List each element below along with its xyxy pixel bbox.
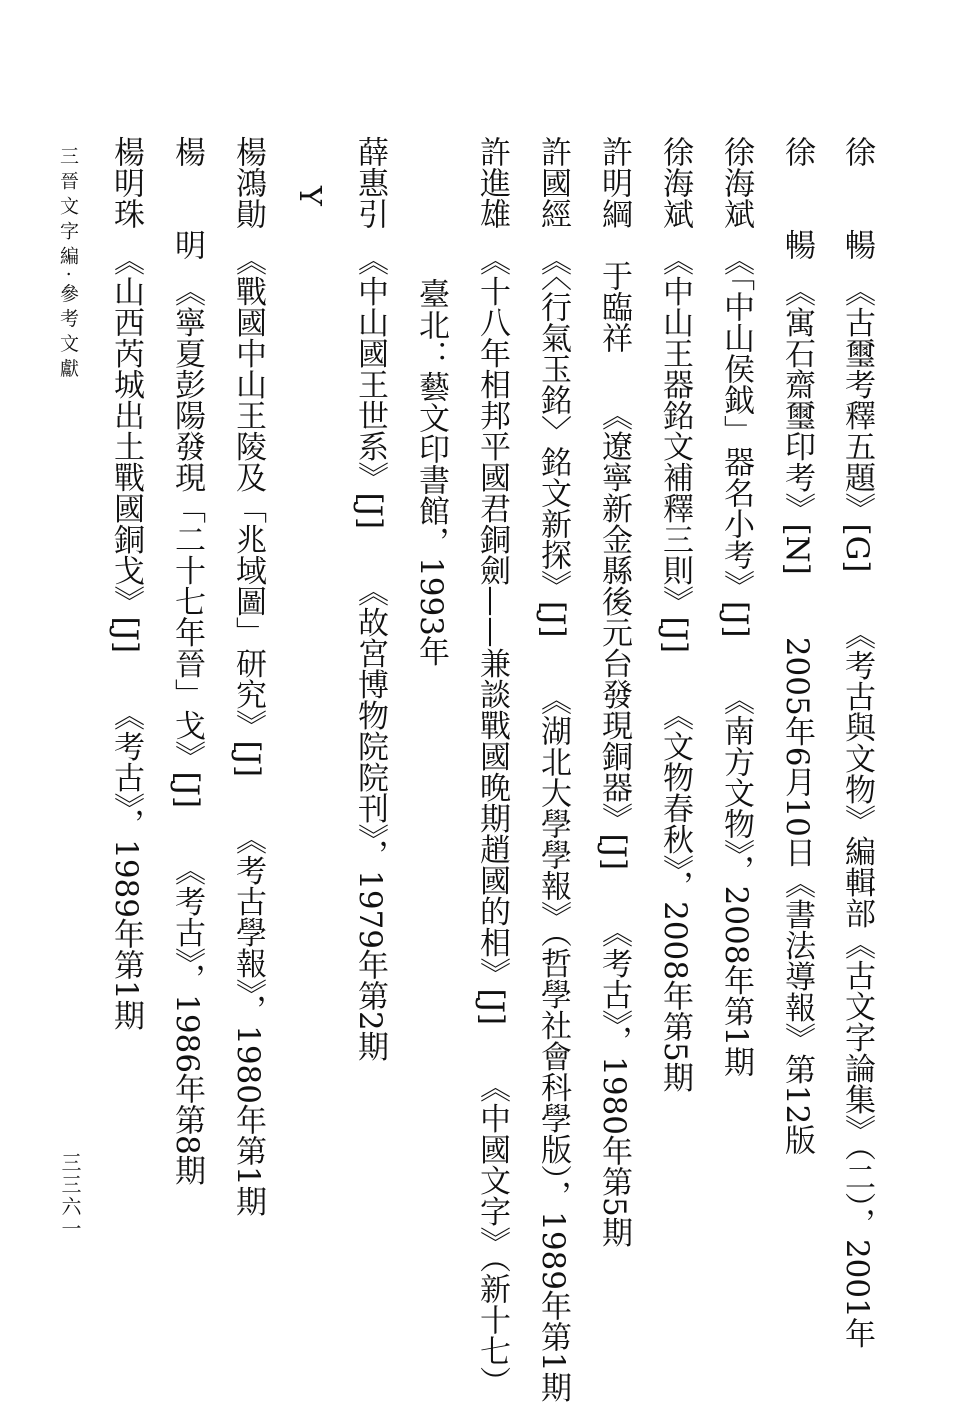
reference-entry — [230, 136, 266, 1217]
entry-author: 許國經 — [535, 136, 571, 229]
reference-entry — [657, 136, 693, 1093]
entry-author: 許進雄 — [474, 136, 510, 229]
reference-entry — [839, 136, 875, 1349]
entry-text: 《「中山侯鉞」器名小考》[J] 《南方文物》，2008年第1期 — [718, 260, 754, 1078]
entry-text: 《十八年相邦平國君銅劍——兼談戰國晚期趙國的相》[J] 《中國文字》（新十七） — [474, 260, 510, 1398]
entry-text: 《寓石齋璽印考》[N] 2005年6月10日《書法導報》第12版 — [779, 291, 815, 1156]
running-head: 三晉文字編·參考文獻 — [57, 146, 79, 384]
entry-author: 楊明珠 — [108, 136, 144, 229]
entry-author: 徐海斌 — [718, 136, 754, 229]
entry-author: 楊 明 — [169, 136, 205, 260]
reference-entry — [596, 136, 632, 1248]
entry-text: 《戰國中山王陵及「兆域圖」研究》[J] 《考古學報》，1980年第1期 — [230, 260, 266, 1217]
entry-text: 臺北：藝文印書館，1993年 — [413, 278, 449, 667]
reference-entry — [535, 136, 571, 1403]
entry-text: 《山西芮城出土戰國銅戈》[J] 《考古》，1989年第1期 — [108, 260, 144, 1031]
reference-entry — [169, 136, 205, 1186]
entry-author: 許明綱 — [596, 136, 632, 229]
reference-entry — [352, 136, 388, 1062]
entry-text: 《寧夏彭陽發現「二十七年晉」戈》[J] 《考古》，1986年第8期 — [169, 291, 205, 1186]
entry-text: 《〈行氣玉銘〉銘文新探》[J] 《湖北大學學報》（哲學社會科學版），1989年第1期 — [535, 260, 571, 1403]
entry-author: 徐 暢 — [839, 136, 875, 260]
reference-entry-continuation — [413, 278, 449, 667]
page-number: 三三六一 — [58, 1152, 82, 1240]
entry-author: 徐 暢 — [779, 136, 815, 260]
entry-author: 薛惠引 — [352, 136, 388, 229]
reference-entry — [474, 136, 510, 1398]
entry-author: 徐海斌 — [657, 136, 693, 229]
reference-entry — [718, 136, 754, 1078]
entry-text: 《中山國王世系》[J] 《故宮博物院院刊》，1979年第2期 — [352, 260, 388, 1062]
entry-text: 《古璽考釋五題》[G] 《考古與文物》編輯部《古文字論集》（二），2001年 — [839, 291, 875, 1349]
entry-author: 楊鴻勛 — [230, 136, 266, 229]
entry-text: 《中山王器銘文補釋三則》[J] 《文物春秋》，2008年第5期 — [657, 260, 693, 1093]
section-letter: Y — [292, 186, 327, 206]
reference-entry — [108, 136, 144, 1031]
entry-text: 于臨祥 《遼寧新金縣後元台發現銅器》[J] 《考古》，1980年第5期 — [596, 260, 632, 1248]
reference-entry — [779, 136, 815, 1156]
